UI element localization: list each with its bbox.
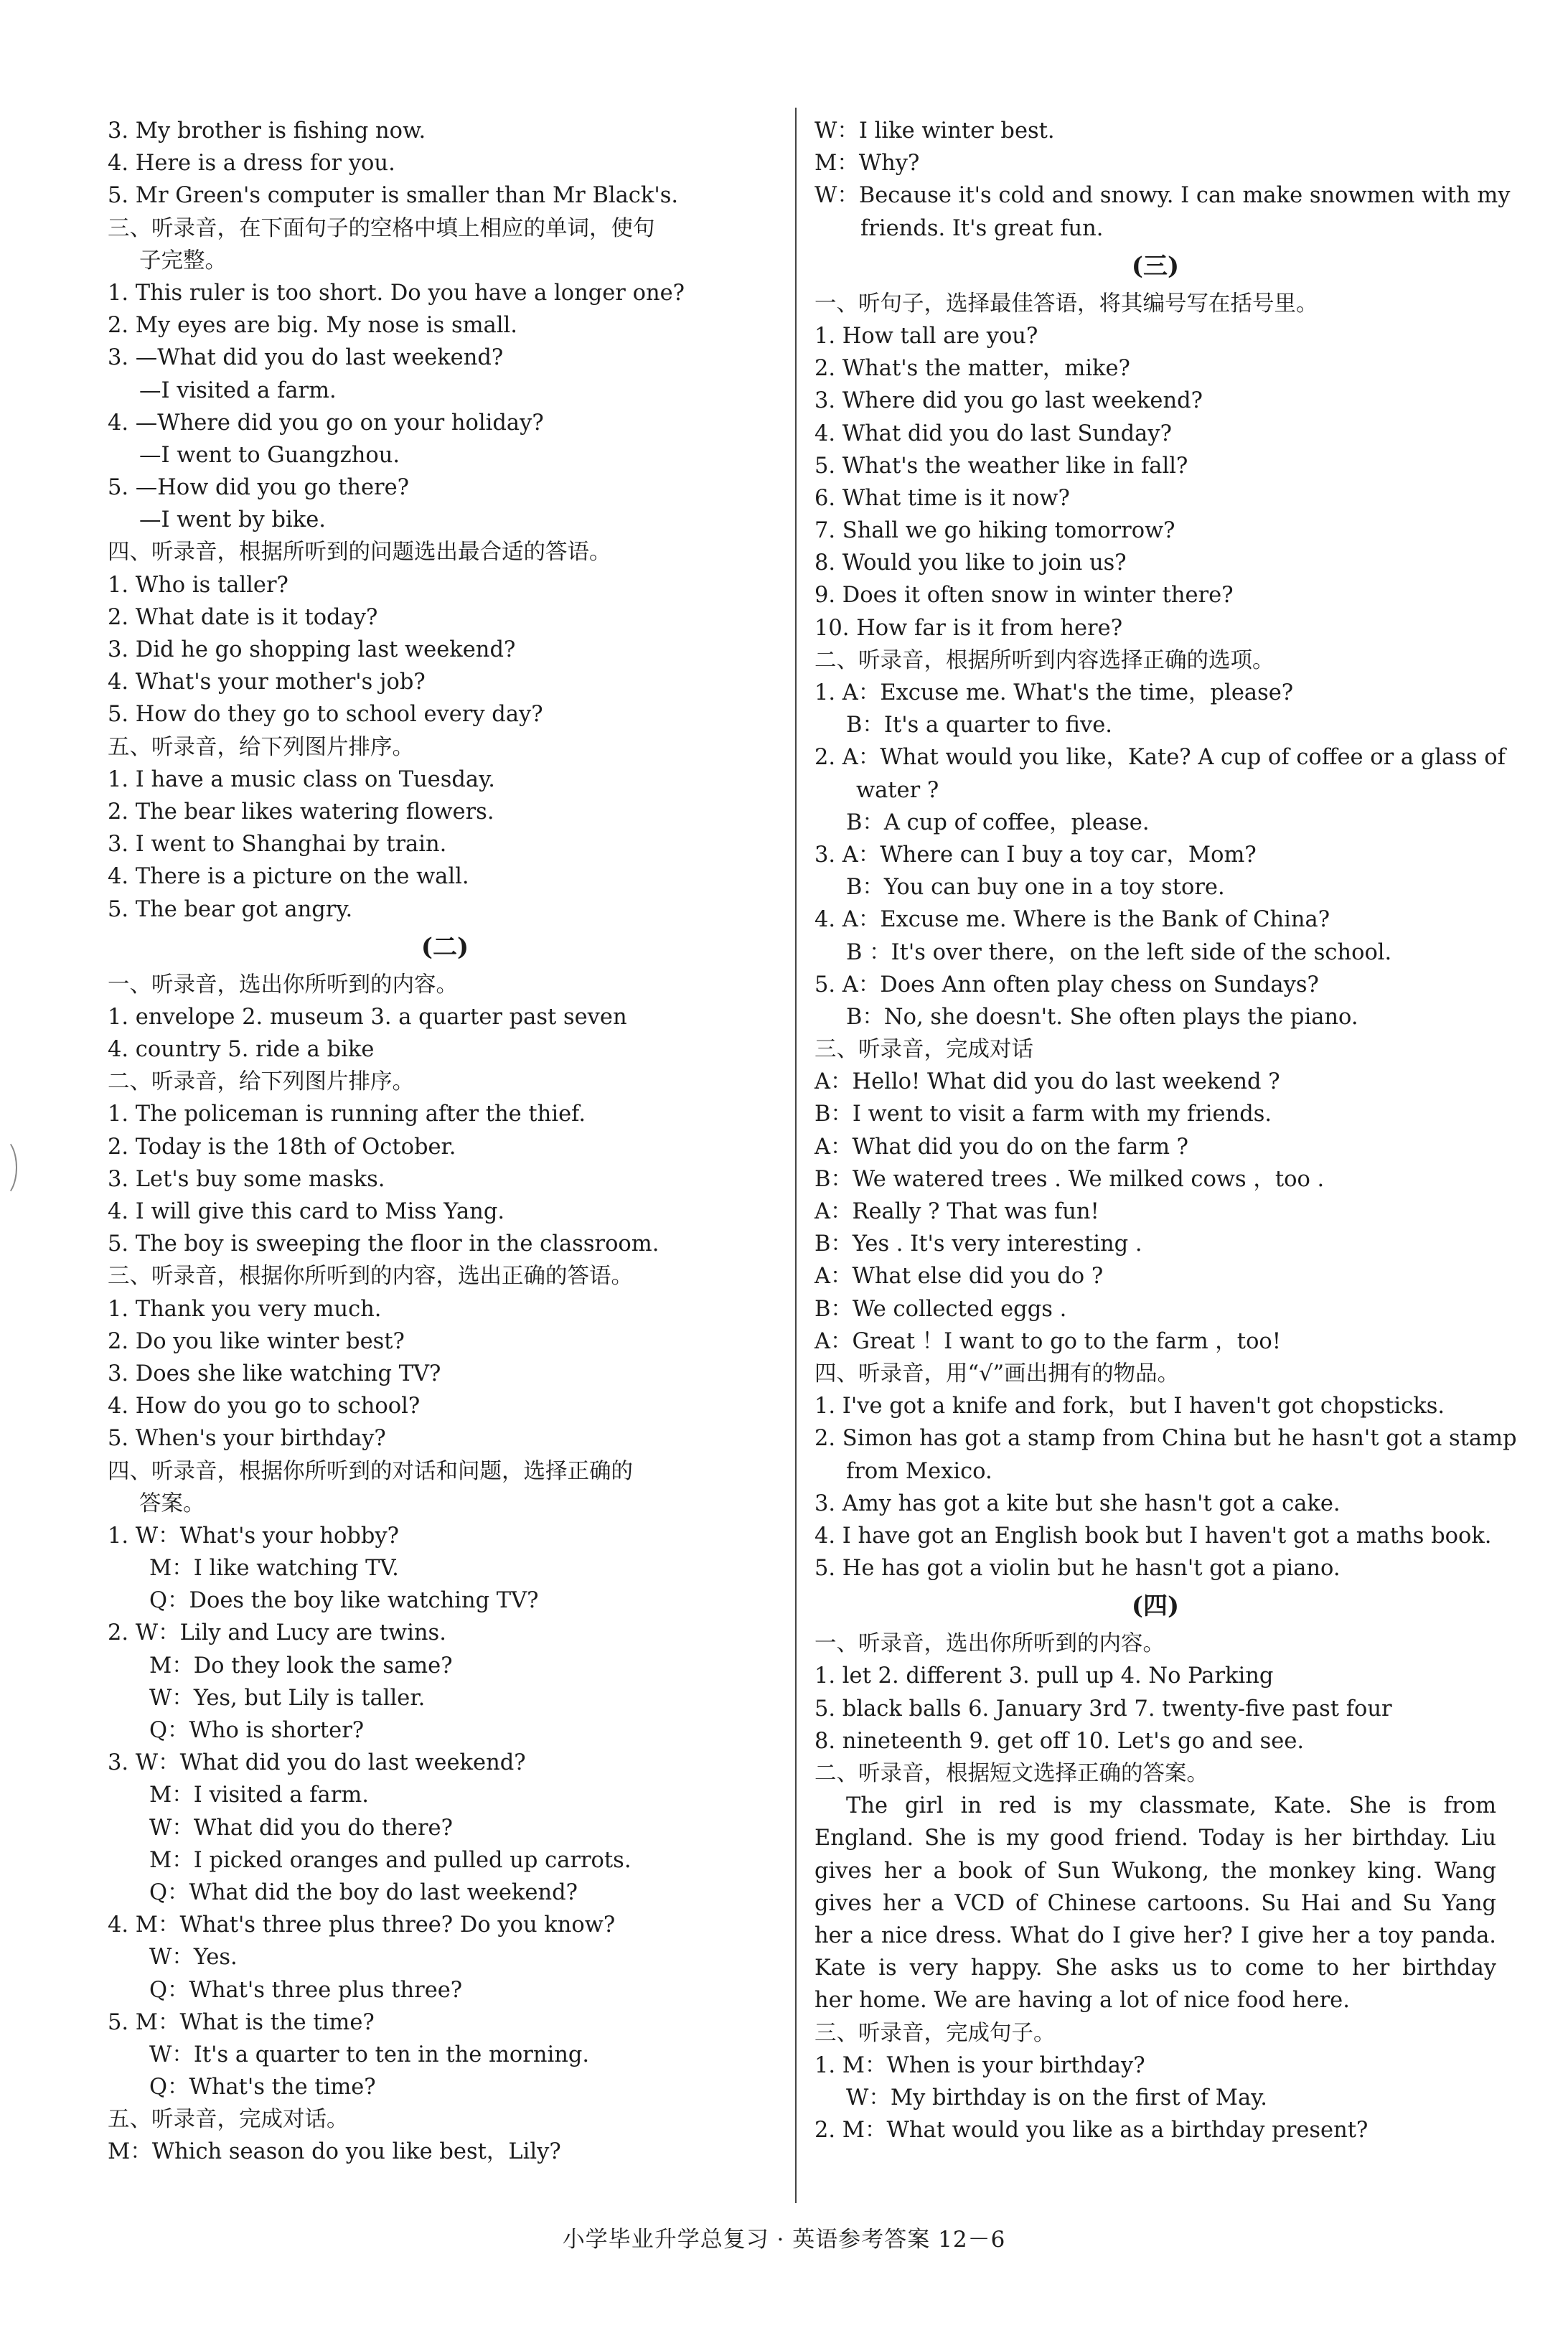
text-line: B：We collected eggs .: [814, 1296, 1067, 1322]
text-line: W：Yes.: [149, 1945, 238, 1971]
page-footer: 小学毕业升学总复习 · 英语参考答案 12－6: [562, 2227, 1006, 2253]
text-line: 3. —What did you do last weekend?: [108, 345, 504, 371]
text-line: The girl in red is my classmate, Kate. She is from: [846, 1793, 1496, 1819]
text-line: 9. Does it often snow in winter there?: [814, 583, 1234, 609]
text-line: B：No, she doesn't. She often plays the piano.: [846, 1004, 1358, 1030]
text-line: 3. A：Where can I buy a toy car，Mom?: [814, 842, 1257, 868]
text-line: 三、听录音，根据你所听到的内容，选出正确的答语。: [108, 1264, 633, 1290]
text-line: 3. Where did you go last weekend?: [814, 388, 1203, 414]
text-line: gives her a book of Sun Wukong, the monkey king. Wang: [814, 1858, 1496, 1884]
text-line: B：I went to visit a farm with my friends.: [814, 1102, 1272, 1127]
text-line: B ：It's over there，on the left side of the school.: [846, 939, 1392, 965]
text-line: W：My birthday is on the first of May.: [846, 2085, 1268, 2110]
text-line: 五、听录音，给下列图片排序。: [108, 734, 414, 760]
text-line: 3. I went to Shanghai by train.: [108, 832, 447, 858]
text-line: 五、听录音，完成对话。: [108, 2107, 349, 2133]
text-line: 1. envelope 2. museum 3. a quarter past seven: [108, 1004, 627, 1030]
text-line: 一、听录音，选出你所听到的内容。: [108, 972, 458, 997]
text-line: 3. Does she like watching TV?: [108, 1361, 441, 1386]
text-line: England. She is my good friend. Today is her birthday. Liu: [814, 1826, 1496, 1851]
text-line: A：Hello! What did you do last weekend ?: [814, 1069, 1280, 1095]
text-line: 2. The bear likes watering flowers.: [108, 799, 494, 825]
text-line: 四、听录音，根据所听到的问题选出最合适的答语。: [108, 540, 611, 565]
text-line: B：A cup of coffee，please.: [846, 809, 1150, 835]
left-column: [108, 115, 782, 2169]
text-line: W：Yes, but Lily is taller.: [149, 1685, 426, 1711]
text-line: 6. What time is it now?: [814, 485, 1070, 511]
text-line: A：What did you do on the farm ?: [814, 1134, 1189, 1160]
text-line: 5. He has got a violin but he hasn't got a piano.: [814, 1556, 1341, 1582]
text-line: 7. Shall we go hiking tomorrow?: [814, 518, 1175, 544]
text-line: 1. W：What's your hobby?: [108, 1523, 399, 1549]
right-column: [814, 115, 1517, 2146]
text-line: W：I like winter best.: [814, 118, 1055, 144]
text-line: A：Great ！I want to go to the farm ，too!: [814, 1328, 1282, 1354]
text-line: 2. Today is the 18th of October.: [108, 1134, 456, 1160]
text-line: —I visited a farm.: [139, 377, 337, 403]
text-line: —I went to Guangzhou.: [139, 442, 400, 468]
text-line: 3. Amy has got a kite but she hasn't got a cake.: [814, 1490, 1341, 1516]
text-line: 4. What did you do last Sunday?: [814, 421, 1172, 446]
text-line: —I went by bike.: [139, 507, 326, 533]
text-line: B：It's a quarter to five.: [846, 713, 1112, 738]
text-line: W：It's a quarter to ten in the morning.: [149, 2042, 590, 2067]
text-line: 1. The policeman is running after the thief.: [108, 1102, 586, 1127]
text-line: M：Why?: [814, 151, 920, 177]
text-line: 1. Who is taller?: [108, 572, 288, 598]
text-line: B：We watered trees . We milked cows ，too .: [814, 1166, 1325, 1192]
text-line: 2. A：What would you like，Kate? A cup of coffee or a glass of: [814, 745, 1506, 771]
text-line: 5. Mr Green's computer is smaller than Mr Black's.: [108, 183, 679, 209]
text-line: Q：Who is shorter?: [149, 1718, 365, 1743]
text-line: M：I visited a farm.: [149, 1783, 369, 1808]
text-line: 5. The bear got angry.: [108, 896, 353, 922]
text-line: 5. M：What is the time?: [108, 2009, 375, 2035]
text-line: 1. M：When is your birthday?: [814, 2052, 1145, 2078]
text-line: 答案。: [139, 1490, 205, 1516]
text-line: 二、听录音，给下列图片排序。: [108, 1069, 414, 1095]
text-line: M：Which season do you like best，Lily?: [108, 2139, 561, 2165]
text-line: 2. What's the matter，mike?: [814, 356, 1130, 382]
text-line: friends. It's great fun.: [860, 215, 1104, 241]
text-line: 2. Simon has got a stamp from China but he hasn't got a stamp: [814, 1426, 1517, 1452]
text-line: W：Because it's cold and snowy. I can make snowmen with my: [814, 183, 1511, 209]
text-line: 子完整。: [139, 248, 227, 273]
text-line: 5. How do they go to school every day?: [108, 702, 543, 728]
text-line: B：Yes . It's very interesting .: [814, 1231, 1142, 1257]
text-line: 4. I have got an English book but I haven't got a maths book.: [814, 1523, 1492, 1549]
text-line: 1. let 2. different 3. pull up 4. No Parking: [814, 1663, 1274, 1689]
text-line: 1. I've got a knife and fork，but I haven't got chopsticks.: [814, 1394, 1445, 1419]
text-line: Q：What's three plus three?: [149, 1977, 463, 2003]
text-line: Q：What's the time?: [149, 2075, 376, 2100]
column-divider: [795, 108, 797, 2203]
section-heading: (二): [421, 932, 469, 962]
text-line: 4. Here is a dress for you.: [108, 151, 395, 177]
text-line: 4. country 5. ride a bike: [108, 1037, 375, 1063]
text-line: M：I like watching TV.: [149, 1556, 399, 1582]
section-heading: (四): [1131, 1592, 1180, 1621]
text-line: Kate is very happy. She asks us to come to her birthday: [814, 1955, 1496, 1981]
text-line: 3. Did he go shopping last weekend?: [108, 637, 516, 662]
text-line: 4. —Where did you go on your holiday?: [108, 410, 544, 436]
binding-mark: [0, 1137, 17, 1198]
text-line: 3. Let's buy some masks.: [108, 1166, 385, 1192]
text-line: 4. A：Excuse me. Where is the Bank of China?: [814, 907, 1330, 933]
text-line: 5. black balls 6. January 3rd 7. twenty-five past four: [814, 1696, 1392, 1722]
text-line: 2. W：Lily and Lucy are twins.: [108, 1620, 446, 1646]
text-line: 3. W：What did you do last weekend?: [108, 1750, 526, 1776]
text-line: 10. How far is it from here?: [814, 615, 1123, 641]
text-line: her a nice dress. What do I give her? I give her a toy panda.: [814, 1922, 1496, 1948]
text-line: 8. nineteenth 9. get off 10. Let's go and see.: [814, 1728, 1305, 1754]
text-line: 一、听句子，选择最佳答语，将其编号写在括号里。: [814, 291, 1318, 316]
text-line: 三、听录音，完成对话: [814, 1037, 1033, 1063]
text-line: 三、听录音，在下面句子的空格中填上相应的单词，使句: [108, 215, 655, 241]
text-line: 1. Thank you very much.: [108, 1296, 382, 1322]
text-line: 5. —How did you go there?: [108, 475, 410, 501]
text-line: 8. Would you like to join us?: [814, 550, 1127, 576]
text-line: 4. What's your mother's job?: [108, 670, 426, 695]
text-line: 5. When's your birthday?: [108, 1426, 386, 1452]
text-line: 1. How tall are you?: [814, 323, 1038, 349]
text-line: 2. Do you like winter best?: [108, 1328, 405, 1354]
text-line: water ?: [856, 777, 939, 803]
text-line: B：You can buy one in a toy store.: [846, 875, 1225, 901]
text-line: 4. I will give this card to Miss Yang.: [108, 1199, 505, 1224]
section-heading: (三): [1131, 251, 1180, 281]
text-line: Q：Does the boy like watching TV?: [149, 1588, 539, 1614]
text-line: 四、听录音，根据你所听到的对话和问题，选择正确的: [108, 1458, 633, 1484]
text-line: from Mexico.: [846, 1458, 992, 1484]
text-line: 3. My brother is fishing now.: [108, 118, 426, 144]
text-line: 一、听录音，选出你所听到的内容。: [814, 1631, 1165, 1657]
text-line: W：What did you do there?: [149, 1815, 453, 1841]
text-line: 4. There is a picture on the wall.: [108, 864, 469, 890]
text-line: M：Do they look the same?: [149, 1653, 453, 1678]
text-line: 1. This ruler is too short. Do you have a longer one?: [108, 280, 685, 306]
text-line: 四、听录音，用“√”画出拥有的物品。: [814, 1361, 1180, 1386]
text-line: 4. How do you go to school?: [108, 1394, 421, 1419]
text-line: 2. My eyes are big. My nose is small.: [108, 313, 517, 339]
text-line: Q：What did the boy do last weekend?: [149, 1879, 578, 1905]
text-line: 二、听录音，根据所听到内容选择正确的选项。: [814, 647, 1274, 673]
text-line: 1. A：Excuse me. What's the time，please?: [814, 680, 1294, 705]
text-line: 1. I have a music class on Tuesday.: [108, 766, 495, 792]
text-line: 2. M：What would you like as a birthday present?: [814, 2118, 1369, 2144]
text-line: 三、听录音，完成句子。: [814, 2020, 1056, 2046]
text-line: 5. What's the weather like in fall?: [814, 453, 1188, 479]
text-line: her home. We are having a lot of nice food here.: [814, 1988, 1350, 2014]
text-line: 5. The boy is sweeping the floor in the classroom.: [108, 1231, 659, 1257]
text-line: M：I picked oranges and pulled up carrots.: [149, 1847, 632, 1873]
text-line: 4. M：What's three plus three? Do you know?: [108, 1912, 616, 1938]
text-line: A：Really ? That was fun!: [814, 1199, 1099, 1224]
text-line: gives her a VCD of Chinese cartoons. Su Hai and Su Yang: [814, 1890, 1496, 1916]
text-line: 2. What date is it today?: [108, 604, 378, 630]
text-line: 5. A：Does Ann often play chess on Sundays?: [814, 972, 1319, 997]
text-line: A：What else did you do ?: [814, 1264, 1104, 1290]
text-line: 二、听录音，根据短文选择正确的答案。: [814, 1761, 1208, 1786]
